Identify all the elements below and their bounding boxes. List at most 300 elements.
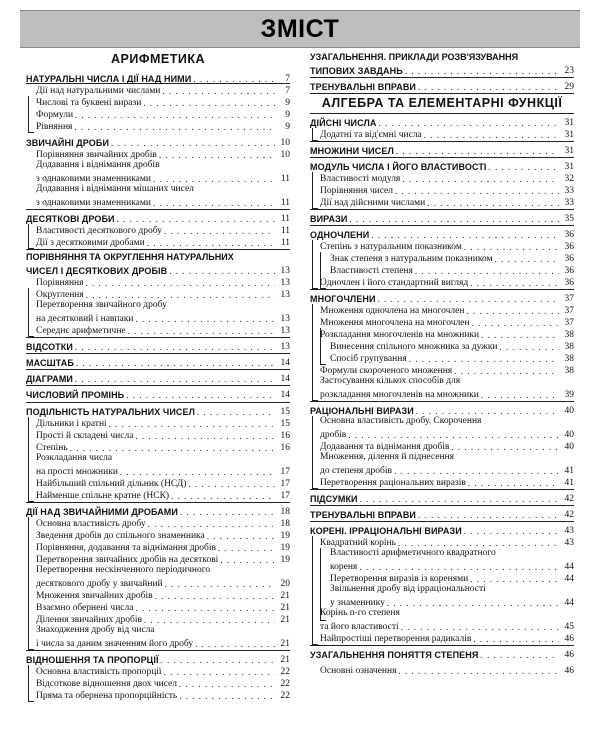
toc-entry bbox=[26, 489, 290, 501]
toc-entry-text: дробів bbox=[320, 430, 347, 440]
toc-entry bbox=[310, 560, 574, 572]
toc-entry: Розкладання числа bbox=[36, 453, 113, 463]
toc-entry bbox=[26, 276, 290, 288]
toc-entry-text: з однаковими знаменниками bbox=[36, 174, 151, 184]
group-bracket bbox=[28, 665, 29, 701]
page-number: 41 bbox=[564, 478, 574, 488]
dot-leader bbox=[427, 198, 559, 208]
group-bracket bbox=[28, 224, 29, 248]
group-bracket-foot bbox=[312, 644, 318, 645]
group-bracket-foot bbox=[28, 649, 34, 650]
dot-leader bbox=[398, 666, 559, 676]
page-number: 11 bbox=[280, 214, 290, 224]
group-bracket-foot bbox=[320, 288, 326, 289]
toc-entry-text: Прості й складені числа bbox=[36, 431, 134, 441]
dot-leader bbox=[481, 390, 559, 400]
page-number: 11 bbox=[280, 238, 290, 248]
toc-entry bbox=[26, 429, 290, 441]
page-number: 18 bbox=[280, 519, 290, 529]
dot-leader bbox=[387, 598, 559, 608]
page-number: 40 bbox=[564, 406, 574, 416]
dot-leader bbox=[76, 358, 275, 368]
page-number: 40 bbox=[564, 442, 574, 452]
group-bracket bbox=[312, 536, 313, 644]
dot-leader bbox=[378, 118, 559, 128]
toc-entry bbox=[310, 172, 574, 184]
toc-entry-text: Множення одночлена на многочлен bbox=[320, 306, 465, 316]
toc-entry-text: кореня bbox=[330, 562, 358, 572]
dot-leader bbox=[70, 443, 275, 453]
page-number: 43 bbox=[564, 526, 574, 536]
toc-entry bbox=[26, 120, 290, 132]
toc-entry-text: Дільники і кратні bbox=[36, 419, 107, 429]
toc-entry-text: Відсоткове відношення двох чисел bbox=[36, 679, 177, 689]
toc-entry bbox=[26, 108, 290, 120]
toc-entry bbox=[310, 440, 574, 452]
dot-leader bbox=[500, 342, 559, 352]
toc-heading: УЗАГАЛЬНЕННЯ. ПРИКЛАДИ РОЗВ'ЯЗУВАННЯ bbox=[310, 52, 519, 62]
toc-entry-text: розкладання многочленів на множники bbox=[320, 390, 479, 400]
dot-leader bbox=[394, 466, 559, 476]
page-number: 20 bbox=[280, 579, 290, 589]
dot-leader bbox=[86, 290, 275, 300]
group-bracket-foot bbox=[28, 132, 34, 133]
toc-entry bbox=[310, 316, 574, 328]
dot-leader bbox=[165, 579, 275, 589]
group-bracket-foot bbox=[320, 364, 326, 365]
toc-entry-text: Степінь з натуральним показником bbox=[320, 242, 462, 252]
page-number: 17 bbox=[280, 491, 290, 501]
toc-entry-text: ВИРАЗИ bbox=[310, 214, 348, 224]
toc-entry-text: ТРЕНУВАЛЬНІ ВПРАВИ bbox=[310, 82, 416, 92]
page-number: 40 bbox=[564, 430, 574, 440]
page-number: 14 bbox=[280, 358, 290, 368]
page-number: 11 bbox=[280, 174, 290, 184]
section-divider bbox=[310, 77, 574, 78]
page-number: 44 bbox=[564, 574, 574, 584]
toc-heading bbox=[26, 264, 290, 276]
dot-leader bbox=[454, 366, 559, 376]
toc-entry bbox=[310, 196, 574, 208]
dot-leader bbox=[148, 519, 275, 529]
toc-entry-text: Пряма та обернена пропорційність bbox=[36, 691, 178, 701]
page-number: 36 bbox=[564, 278, 574, 288]
toc-heading bbox=[26, 653, 290, 665]
toc-entry bbox=[26, 288, 290, 300]
toc-entry bbox=[26, 477, 290, 489]
toc-entry bbox=[310, 340, 574, 352]
toc-heading bbox=[310, 64, 574, 76]
page-number: 9 bbox=[285, 122, 290, 132]
toc-entry-text: ДІАГРАМИ bbox=[26, 374, 73, 384]
page-number: 13 bbox=[280, 278, 290, 288]
toc-entry: Перетворення звичайного дробу bbox=[36, 300, 167, 310]
page-number: 21 bbox=[280, 655, 290, 665]
toc-entry-text: ДІЇ НАД ЗВИЧАЙНИМИ ДРОБАМИ bbox=[26, 507, 178, 517]
group-bracket-foot bbox=[28, 248, 34, 249]
dot-leader bbox=[164, 667, 275, 677]
toc-entry bbox=[310, 464, 574, 476]
page-number: 19 bbox=[280, 555, 290, 565]
dot-leader bbox=[153, 198, 275, 208]
page-number: 22 bbox=[280, 679, 290, 689]
page-number: 19 bbox=[280, 531, 290, 541]
page-number: 17 bbox=[280, 467, 290, 477]
dot-leader bbox=[402, 174, 559, 184]
page-number: 42 bbox=[564, 494, 574, 504]
dot-leader bbox=[75, 342, 275, 352]
toc-entry-text: ПІДСУМКИ bbox=[310, 494, 358, 504]
page-number: 13 bbox=[280, 290, 290, 300]
toc-entry-text: Властивості степеня bbox=[330, 266, 413, 276]
toc-entry-text: у знаменнику bbox=[330, 598, 385, 608]
page-number: 16 bbox=[280, 431, 290, 441]
toc-heading bbox=[310, 508, 574, 520]
dot-leader bbox=[470, 574, 559, 584]
toc-heading bbox=[26, 212, 290, 224]
toc-entry-text: Додатні та від'ємні числа bbox=[320, 130, 422, 140]
toc-entry-text: Основні означення bbox=[320, 666, 397, 676]
toc-heading bbox=[26, 505, 290, 517]
group-bracket bbox=[28, 517, 29, 649]
toc-entry-text: ДЕСЯТКОВІ ДРОБИ bbox=[26, 214, 115, 224]
page-number: 36 bbox=[564, 230, 574, 240]
toc-entry bbox=[26, 441, 290, 453]
toc-entry bbox=[310, 388, 574, 400]
section-divider bbox=[26, 249, 290, 250]
dot-leader bbox=[179, 679, 275, 689]
toc-entry: Корінь n-го степеня bbox=[320, 608, 400, 618]
toc-entry-text: Перетворення звичайних дробів на десяткові bbox=[36, 555, 219, 565]
toc-entry-text: МНОЖИНИ ЧИСЕЛ bbox=[310, 146, 394, 156]
toc-heading: ПОРІВНЯННЯ ТА ОКРУГЛЕННЯ НАТУРАЛЬНИХ bbox=[26, 252, 234, 262]
page-number: 38 bbox=[564, 366, 574, 376]
toc-entry bbox=[310, 620, 574, 632]
toc-entry-text: Степінь bbox=[36, 443, 68, 453]
group-bracket-foot bbox=[312, 288, 318, 289]
toc-entry bbox=[26, 637, 290, 649]
toc-entry-text: ТРЕНУВАЛЬНІ ВПРАВИ bbox=[310, 510, 416, 520]
toc-entry bbox=[26, 96, 290, 108]
toc-entry-text: до степеня дробів bbox=[320, 466, 392, 476]
dot-leader bbox=[451, 442, 559, 452]
toc-entry-text: і числа за даним значенням його дробу bbox=[36, 639, 194, 649]
toc-entry-text: ПОДІЛЬНІСТЬ НАТУРАЛЬНИХ ЧИСЕЛ bbox=[26, 407, 196, 417]
section-divider bbox=[310, 225, 574, 226]
toc-entry-text: Одночлен і його стандартний вигляд bbox=[320, 278, 469, 288]
toc-entry-text: ВІДНОШЕННЯ ТА ПРОПОРЦІЇ bbox=[26, 655, 159, 665]
toc-entry bbox=[26, 417, 290, 429]
toc-entry bbox=[26, 665, 290, 677]
toc-entry-text: на прості множники bbox=[36, 467, 118, 477]
toc-heading bbox=[310, 144, 574, 156]
dot-leader bbox=[360, 494, 559, 504]
section-divider bbox=[26, 337, 290, 338]
toc-entry-text: МОДУЛЬ ЧИСЛА І ЙОГО ВЛАСТИВОСТІ bbox=[310, 162, 487, 172]
toc-entry bbox=[26, 172, 290, 184]
dot-leader bbox=[162, 86, 275, 96]
toc-entry-text: Округлення bbox=[36, 290, 84, 300]
section-divider bbox=[310, 489, 574, 490]
toc-entry-text: ОДНОЧЛЕНИ bbox=[310, 230, 370, 240]
group-bracket bbox=[312, 128, 313, 140]
dot-leader bbox=[348, 430, 559, 440]
toc-entry-text: Властивості модуля bbox=[320, 174, 401, 184]
toc-heading bbox=[310, 160, 574, 172]
page-number: 7 bbox=[285, 74, 290, 84]
group-bracket-foot bbox=[312, 208, 318, 209]
section-divider bbox=[26, 502, 290, 503]
page-number: 36 bbox=[564, 266, 574, 276]
toc-heading bbox=[310, 80, 574, 92]
page-number: 10 bbox=[280, 138, 290, 148]
toc-heading bbox=[310, 492, 574, 504]
group-bracket-foot bbox=[312, 488, 318, 489]
dot-leader bbox=[161, 655, 275, 665]
dot-leader bbox=[371, 230, 559, 240]
group-bracket-foot bbox=[312, 400, 318, 401]
toc-entry bbox=[310, 596, 574, 608]
toc-entry-text: Основна властивість дробу bbox=[36, 519, 146, 529]
section-title: АРИФМЕТИКА bbox=[110, 52, 206, 66]
toc-entry bbox=[310, 476, 574, 488]
toc-entry-text: десяткового дробу у звичайний bbox=[36, 579, 163, 589]
page-number: 18 bbox=[280, 507, 290, 517]
toc-entry bbox=[26, 224, 290, 236]
toc-entry bbox=[310, 428, 574, 440]
dot-leader bbox=[481, 330, 559, 340]
toc-heading bbox=[310, 116, 574, 128]
toc-entry-text: Порівняння, додавання та віднімання дробів bbox=[36, 543, 216, 553]
dot-leader bbox=[135, 431, 275, 441]
dot-leader bbox=[470, 278, 559, 288]
page-number: 29 bbox=[564, 82, 574, 92]
toc-entry-text: Порівняння bbox=[36, 278, 84, 288]
toc-entry bbox=[26, 529, 290, 541]
toc-entry: Звільнення дробу від ірраціональності bbox=[330, 584, 486, 594]
dot-leader bbox=[135, 314, 275, 324]
dot-leader bbox=[416, 406, 559, 416]
toc-entry-text: КОРЕНІ. ІРРАЦІОНАЛЬНІ ВИРАЗИ bbox=[310, 526, 462, 536]
toc-entry bbox=[310, 664, 574, 676]
toc-entry bbox=[310, 328, 574, 340]
page-number: 21 bbox=[280, 603, 290, 613]
dot-leader bbox=[75, 374, 275, 384]
toc-entry-text: ДІЙСНІ ЧИСЛА bbox=[310, 118, 377, 128]
section-divider bbox=[310, 289, 574, 290]
toc-entry bbox=[310, 536, 574, 548]
section-divider bbox=[310, 113, 574, 114]
toc-entry-text: Найбільший спільний дільник (НСД) bbox=[36, 479, 187, 489]
toc-entry bbox=[310, 364, 574, 376]
dot-leader bbox=[473, 634, 559, 644]
toc-entry-text: Формули скороченого множення bbox=[320, 366, 453, 376]
toc-entry-text: Середнє арифметичне bbox=[36, 326, 126, 336]
toc-entry: Основна властивість дробу. Скорочення bbox=[320, 416, 482, 426]
group-bracket bbox=[28, 417, 29, 501]
toc-entry bbox=[310, 128, 574, 140]
dot-leader bbox=[495, 254, 559, 264]
page-number: 33 bbox=[564, 198, 574, 208]
group-bracket bbox=[312, 304, 313, 400]
dot-leader bbox=[164, 226, 275, 236]
dot-leader bbox=[395, 186, 559, 196]
toc-entry-text: Розкладання многочленів на множники bbox=[320, 330, 480, 340]
page-number: 13 bbox=[280, 266, 290, 276]
toc-entry bbox=[26, 517, 290, 529]
page-number: 9 bbox=[285, 110, 290, 120]
section-divider bbox=[310, 157, 574, 158]
dot-leader bbox=[464, 242, 559, 252]
group-bracket-foot bbox=[312, 140, 318, 141]
toc-entry-text: Спосіб групування bbox=[330, 354, 407, 364]
dot-leader bbox=[111, 138, 275, 148]
toc-entry bbox=[26, 577, 290, 589]
dot-leader bbox=[144, 615, 275, 625]
group-bracket bbox=[28, 288, 29, 336]
section-divider bbox=[310, 645, 574, 646]
toc-entry-text: МАСШТАБ bbox=[26, 358, 74, 368]
dot-leader bbox=[349, 214, 559, 224]
section-divider bbox=[310, 401, 574, 402]
toc-entry-text: Порівняння звичайних дробів bbox=[36, 150, 157, 160]
toc-entry-text: Дії з десятковими дробами bbox=[36, 238, 145, 248]
dot-leader bbox=[153, 174, 275, 184]
toc-entry-text: МНОГОЧЛЕНИ bbox=[310, 294, 376, 304]
toc-entry-text: Властивості десяткового дробу bbox=[36, 226, 162, 236]
page-number: 21 bbox=[280, 591, 290, 601]
group-bracket bbox=[312, 240, 313, 288]
page-number: 38 bbox=[564, 354, 574, 364]
toc-heading bbox=[310, 212, 574, 224]
page-number: 39 bbox=[564, 390, 574, 400]
dot-leader bbox=[418, 510, 559, 520]
page-number: 16 bbox=[280, 443, 290, 453]
toc-entry bbox=[310, 304, 574, 316]
dot-leader bbox=[468, 478, 559, 488]
toc-heading bbox=[26, 405, 290, 417]
dot-leader bbox=[155, 591, 275, 601]
page-number: 13 bbox=[280, 342, 290, 352]
toc-entry-text: ЧИСЕЛ І ДЕСЯТКОВИХ ДРОБІВ bbox=[26, 266, 168, 276]
toc-entry bbox=[310, 264, 574, 276]
dot-leader bbox=[409, 354, 559, 364]
section-divider bbox=[26, 83, 290, 84]
toc-entry bbox=[310, 276, 574, 288]
toc-entry bbox=[26, 236, 290, 248]
toc-entry: Знаходження дробу від числа bbox=[36, 625, 155, 635]
dot-leader bbox=[117, 214, 275, 224]
toc-entry bbox=[26, 148, 290, 160]
dot-leader bbox=[359, 562, 559, 572]
toc-entry: Додавання і віднімання дробів bbox=[36, 160, 160, 170]
dot-leader bbox=[197, 407, 275, 417]
toc-entry: Додавання і віднімання мішаних чисел bbox=[36, 184, 194, 194]
toc-entry-text: Додавання та віднімання дробів bbox=[320, 442, 450, 452]
dot-leader bbox=[147, 238, 275, 248]
toc-entry-text: Формули bbox=[36, 110, 74, 120]
section-divider bbox=[26, 353, 290, 354]
group-bracket-foot bbox=[320, 620, 326, 621]
toc-entry-text: Зведення дробів до спільного знаменника bbox=[36, 531, 205, 541]
toc-entry-text: ТИПОВИХ ЗАВДАНЬ bbox=[310, 66, 403, 76]
dot-leader bbox=[405, 66, 559, 76]
dot-leader bbox=[135, 603, 275, 613]
page-number: 37 bbox=[564, 306, 574, 316]
toc-entry-text: з однаковими знаменниками bbox=[36, 198, 151, 208]
dot-leader bbox=[489, 162, 559, 172]
dot-leader bbox=[128, 326, 275, 336]
page-number: 31 bbox=[564, 162, 574, 172]
toc-entry bbox=[26, 553, 290, 565]
toc-heading bbox=[310, 648, 574, 660]
page-number: 11 bbox=[280, 226, 290, 236]
toc-entry bbox=[310, 352, 574, 364]
dot-leader bbox=[195, 639, 275, 649]
dot-leader bbox=[179, 691, 275, 701]
toc-entry bbox=[26, 601, 290, 613]
group-bracket bbox=[320, 252, 321, 288]
dot-leader bbox=[85, 278, 275, 288]
toc-entry: Властивості арифметичного квадратного bbox=[330, 548, 496, 558]
page-number: 46 bbox=[564, 650, 574, 660]
toc-heading bbox=[310, 404, 574, 416]
page-number: 45 bbox=[564, 622, 574, 632]
page-number: 31 bbox=[564, 130, 574, 140]
page-number: 22 bbox=[280, 667, 290, 677]
toc-entry bbox=[26, 84, 290, 96]
toc-entry-text: Порівняння чисел bbox=[320, 186, 394, 196]
page-number: 31 bbox=[564, 118, 574, 128]
toc-heading bbox=[26, 372, 290, 384]
dot-leader bbox=[418, 82, 559, 92]
toc-heading bbox=[310, 524, 574, 536]
dot-leader bbox=[75, 110, 275, 120]
toc-entry bbox=[26, 613, 290, 625]
page-number: 15 bbox=[280, 419, 290, 429]
dot-leader bbox=[143, 98, 275, 108]
dot-leader bbox=[378, 294, 559, 304]
page-number: 22 bbox=[280, 691, 290, 701]
toc-heading bbox=[26, 340, 290, 352]
group-bracket-foot bbox=[28, 701, 34, 702]
toc-entry bbox=[26, 541, 290, 553]
page-number: 42 bbox=[564, 510, 574, 520]
toc-entry-text: та його властивості bbox=[320, 622, 399, 632]
dot-leader bbox=[171, 491, 275, 501]
toc-heading bbox=[26, 356, 290, 368]
page-number: 21 bbox=[280, 639, 290, 649]
section-title: АЛГЕБРА ТА ЕЛЕМЕНТАРНІ ФУНКЦІЇ bbox=[321, 96, 563, 110]
dot-leader bbox=[401, 622, 559, 632]
toc-entry bbox=[26, 677, 290, 689]
toc-heading bbox=[310, 228, 574, 240]
section-divider bbox=[26, 650, 290, 651]
dot-leader bbox=[74, 122, 275, 132]
dot-leader bbox=[109, 419, 275, 429]
toc-entry-text: НАТУРАЛЬНІ ЧИСЛА І ДІЇ НАД НИМИ bbox=[26, 74, 192, 84]
section-divider bbox=[310, 93, 574, 94]
toc-entry-text: ВІДСОТКИ bbox=[26, 342, 73, 352]
toc-entry-text: Взаємно обернені числа bbox=[36, 603, 134, 613]
toc-entry-text: Найменше спільне кратне (НСК) bbox=[36, 491, 170, 501]
dot-leader bbox=[464, 526, 559, 536]
page-number: 11 bbox=[280, 198, 290, 208]
toc-entry bbox=[26, 689, 290, 701]
toc-entry-text: Найпростіші перетворення радикалів bbox=[320, 634, 472, 644]
toc-entry bbox=[26, 324, 290, 336]
toc-entry-text: Перетворення раціональних виразів bbox=[320, 478, 466, 488]
